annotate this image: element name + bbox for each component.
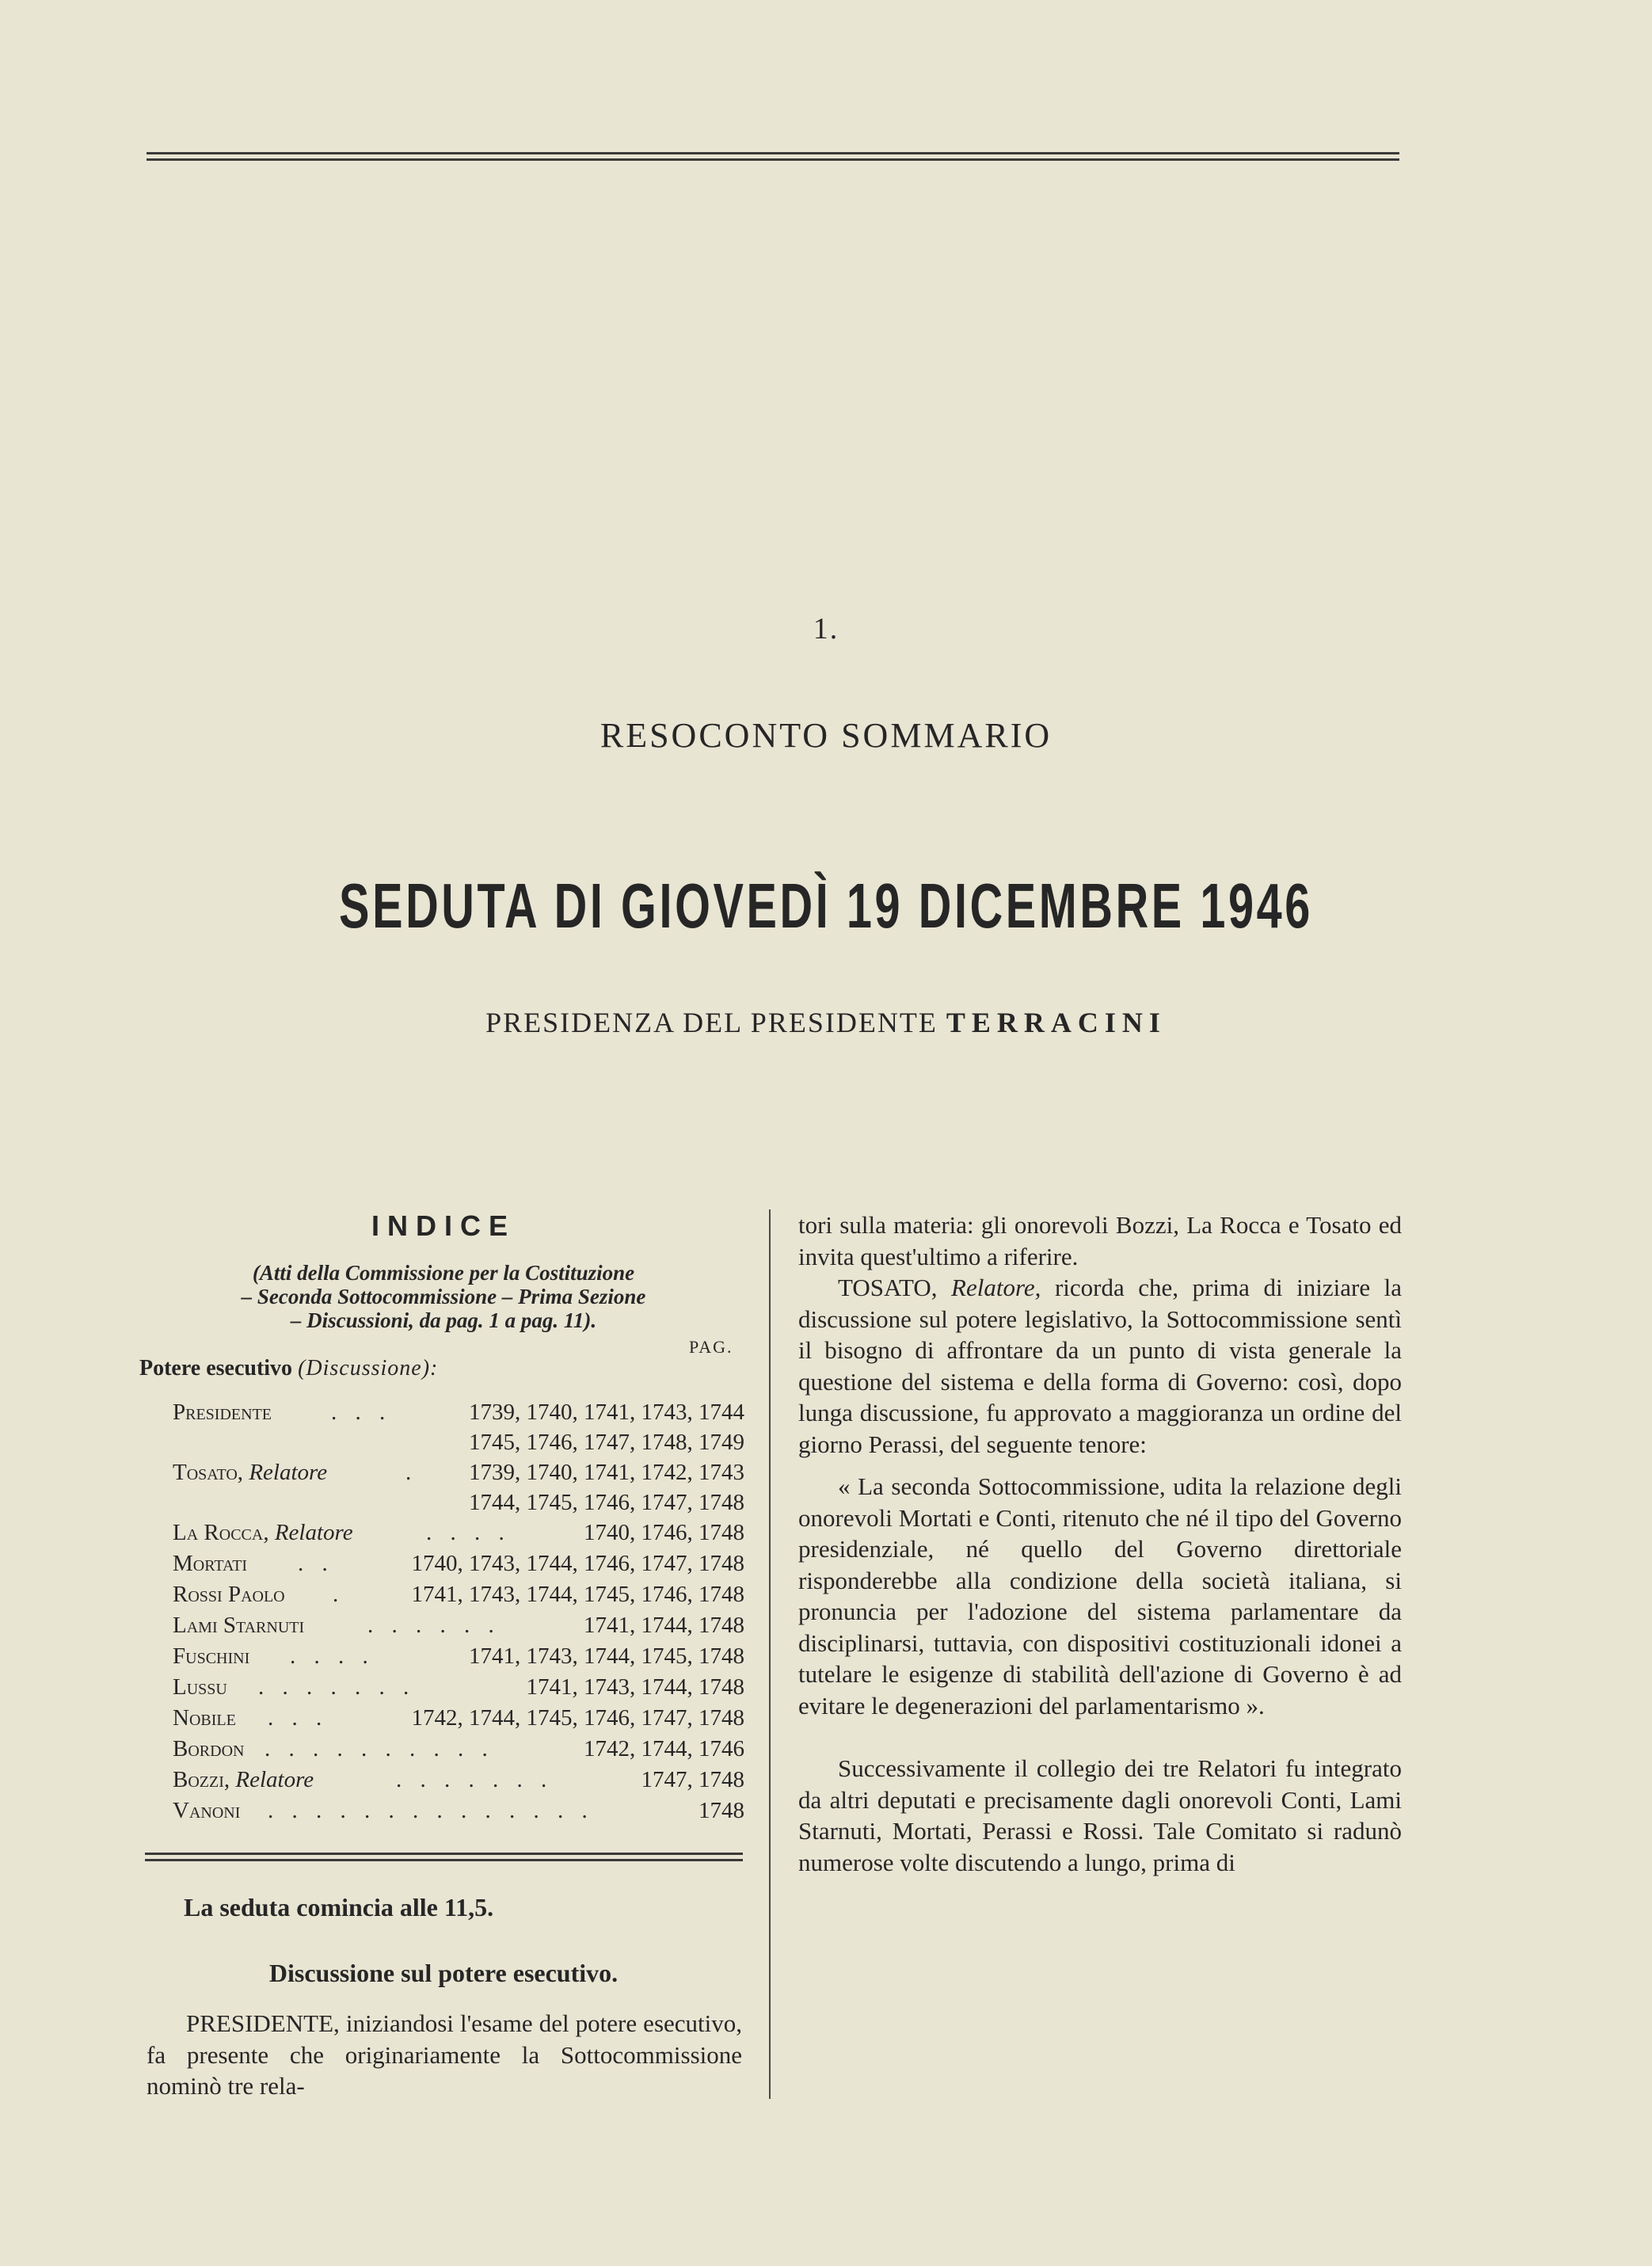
- index-entry-dots: .: [405, 1460, 418, 1485]
- speaker-name: TOSATO,: [838, 1274, 938, 1301]
- index-entry: [173, 1703, 744, 1733]
- index-entry-dots: . . . . . . .: [258, 1674, 416, 1700]
- report-type: RESOCONTO SOMMARIO: [600, 716, 1052, 755]
- index-entry-role: Relatore: [274, 1520, 353, 1545]
- index-entry-name: Bordon: [173, 1736, 245, 1761]
- index-entry: [173, 1672, 744, 1702]
- index-note-line: (Atti della Commissione per la Costituzione: [252, 1261, 635, 1285]
- index-entry-dots: . . .: [331, 1400, 392, 1425]
- session-title: SEDUTA DI GIOVEDÌ 19 DICEMBRE 1946: [339, 870, 1313, 941]
- index-entry-pages: 1741, 1743, 1744, 1745, 1748: [469, 1643, 744, 1669]
- index-entry-name-text: Bozzi,: [173, 1767, 230, 1792]
- speaker-role: Relatore,: [951, 1274, 1041, 1301]
- index-entry: [173, 1518, 744, 1548]
- column-divider: [769, 1209, 771, 2099]
- index-entry: [173, 1796, 744, 1826]
- index-entry: [173, 1734, 744, 1764]
- speaker-name: PRESIDENTE,: [186, 2009, 340, 2037]
- index-entry-dots: . . . . . . . . . .: [265, 1736, 494, 1761]
- left-column-text: [147, 2008, 742, 2102]
- index-entry-pages: 1742, 1744, 1745, 1746, 1747, 1748: [411, 1705, 744, 1731]
- index-entry-dots: . . . . . . .: [396, 1767, 554, 1792]
- index-entry-pages: 1742, 1744, 1746: [584, 1736, 744, 1761]
- president-name: TERRACINI: [946, 1007, 1167, 1038]
- index-entry-pages: 1740, 1746, 1748: [584, 1520, 744, 1545]
- paragraph-text: ricorda che, prima di iniziare la discussione sul potere legislativo, la Sottocommissione sentì il bisogno di affrontare da un punto di vista generale la questione del sistema e della forma di Governo: così, dopo lunga discussione, fu approvato a maggioranza un ordine del giorno Perassi, del seguente tenore:: [798, 1274, 1403, 1458]
- index-entry-pages-continued: 1744, 1745, 1746, 1747, 1748: [469, 1490, 744, 1515]
- index-entry-pages: 1741, 1743, 1744, 1745, 1746, 1748: [411, 1582, 744, 1607]
- index-entry-name-text: La Rocca,: [173, 1520, 269, 1545]
- index-entry-name: Nobile: [173, 1705, 236, 1731]
- index-entry-name: Lami Starnuti: [173, 1613, 305, 1638]
- index-entry-name: [173, 1457, 327, 1487]
- index-entry-name: Fuschini: [173, 1643, 250, 1669]
- index-entry: [173, 1610, 744, 1640]
- index-entry: [173, 1641, 744, 1671]
- index-entry: [173, 1765, 744, 1795]
- index-entry-name: Rossi Paolo: [173, 1582, 285, 1607]
- discussion-heading: Discussione sul potere esecutivo.: [268, 1959, 619, 1987]
- index-entry-name: Presidente: [173, 1400, 272, 1425]
- index-entry: [173, 1397, 744, 1455]
- page-number: 1.: [813, 612, 839, 646]
- index-entry-dots: . . . .: [426, 1520, 511, 1545]
- index-section-note: (Discussione):: [298, 1356, 439, 1381]
- index-entry-pages: 1739, 1740, 1741, 1742, 1743: [469, 1460, 744, 1485]
- pag-label: PAG.: [689, 1337, 733, 1357]
- index-entry-name: Lussu: [173, 1674, 227, 1700]
- index-entry-dots: .: [333, 1582, 345, 1607]
- index-entry-pages: 1741, 1743, 1744, 1748: [526, 1674, 744, 1700]
- index-entry-pages: 1741, 1744, 1748: [584, 1613, 744, 1638]
- quoted-resolution: « La seconda Sottocommissione, udita la relazione degli onorevoli Mortati e Conti, ritenuto che né il tipo del Governo presidenziale, né quello del Governo direttoriale risponderebbe alla condizione della società italiana, si pronuncia per l'adozione del sistema parlamentare da disciplinarsi, tuttavia, con dispositivi costituzionali idonei a tutelare le esigenze di stabilità dell'azione di Governo è ad evitare le degenerazioni del parlamentarismo ».: [798, 1472, 1402, 1719]
- index-entry-pages: 1748: [698, 1798, 744, 1823]
- index-entry: [173, 1457, 744, 1515]
- session-start: La seduta comincia alle 11,5.: [184, 1893, 494, 1921]
- index-entry-name: [173, 1765, 314, 1795]
- index-entry-dots: . .: [298, 1551, 334, 1576]
- index-note-line: – Discussioni, da pag. 1 a pag. 11).: [290, 1308, 597, 1332]
- index-note: [143, 1261, 744, 1332]
- index-entry-dots: . . .: [268, 1705, 329, 1731]
- index-entry-pages: 1747, 1748: [641, 1767, 744, 1792]
- top-double-rule: [147, 152, 1399, 161]
- index-entry-name: [173, 1518, 353, 1548]
- index-entry-role: Relatore: [235, 1767, 314, 1792]
- index-entry-name-text: Tosato,: [173, 1460, 244, 1485]
- index-entry-dots: . . . .: [290, 1643, 375, 1669]
- index-entry-pages: 1740, 1743, 1744, 1746, 1747, 1748: [411, 1551, 744, 1576]
- presidency-line: [0, 1006, 1652, 1039]
- index-entry-pages: 1739, 1740, 1741, 1743, 1744: [469, 1400, 744, 1425]
- paragraph-text: iniziandosi l'esame del potere esecutivo, fa presente che originariamente la Sottocommissione nominò tre rela-: [147, 2009, 742, 2100]
- index-entry-pages-continued: 1745, 1746, 1747, 1748, 1749: [469, 1430, 744, 1455]
- presidency-prefix: PRESIDENZA DEL PRESIDENTE: [485, 1007, 938, 1038]
- right-column-text: [798, 1209, 1402, 1878]
- index-entry: [173, 1579, 744, 1609]
- index-section-label: Potere esecutivo: [139, 1356, 293, 1381]
- paragraph: [798, 1272, 1402, 1460]
- index-note-line: – Seconda Sottocommissione – Prima Sezione: [241, 1285, 646, 1308]
- index-section: [139, 1356, 438, 1381]
- paragraph: tori sulla materia: gli onorevoli Bozzi, La Rocca e Tosato ed invita quest'ultimo a riferire.: [798, 1211, 1402, 1270]
- index-entry-name: Mortati: [173, 1551, 248, 1576]
- index-entry-dots: . . . . . . . . . . . . . .: [268, 1798, 594, 1823]
- index-entry-dots: . . . . . .: [367, 1613, 501, 1638]
- index-entry-name: Vanoni: [173, 1798, 241, 1823]
- index-entry-role: Relatore: [249, 1460, 328, 1485]
- paragraph: Successivamente il collegio dei tre Relatori fu integrato da altri deputati e precisamente dagli onorevoli Conti, Lami Starnuti, Mortati, Perassi e Rossi. Tale Comitato si radunò numerose volte discutendo a lungo, prima di: [798, 1754, 1402, 1876]
- index-double-rule: [145, 1853, 743, 1861]
- index-title: INDICE: [371, 1209, 516, 1242]
- paragraph: [147, 2008, 742, 2102]
- index-entry: [173, 1548, 744, 1579]
